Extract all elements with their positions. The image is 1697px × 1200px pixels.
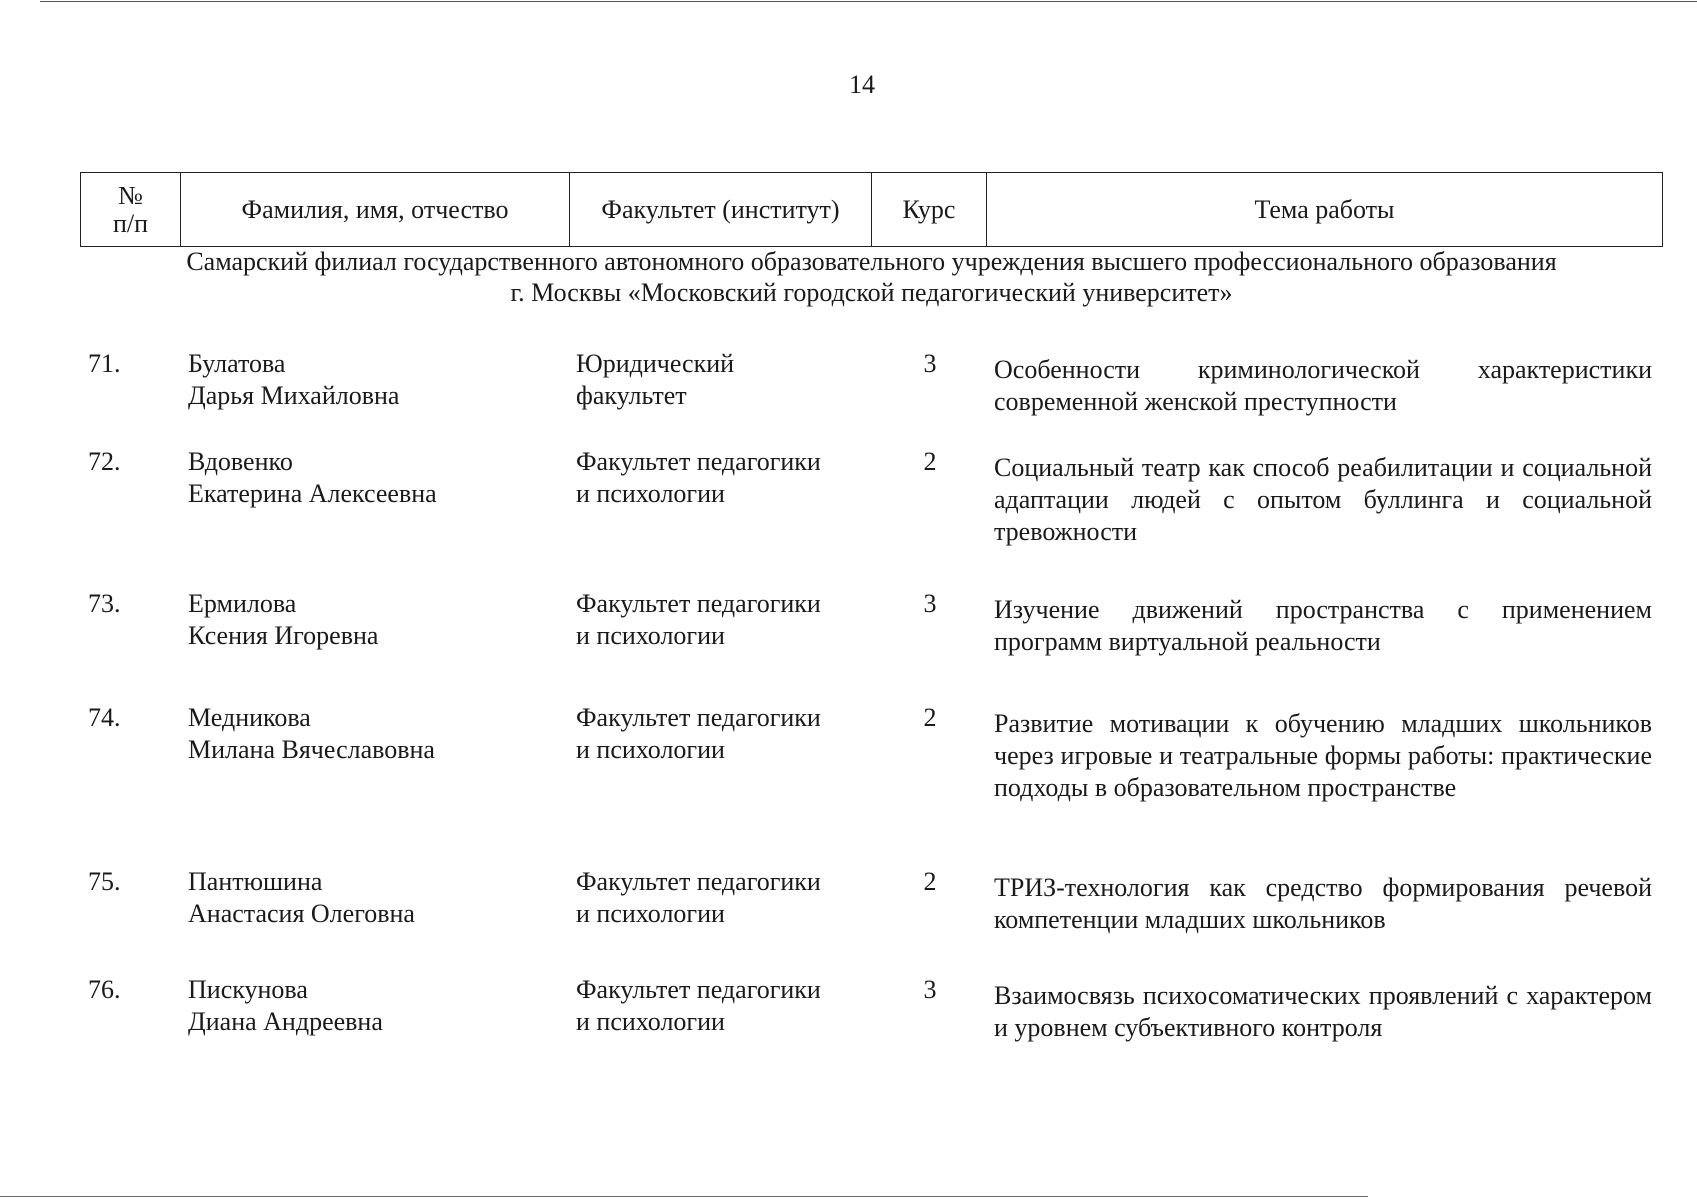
work-topic-text: Изучение движений пространства с применением программ виртуальной реальности [994,595,1652,656]
student-faculty [576,702,876,766]
student-faculty [576,588,876,652]
student-course: 2 [923,703,937,732]
student-faculty [576,348,876,412]
header-name: Фамилия, имя, отчество [181,173,570,246]
work-topic [994,872,1652,936]
student-course: 3 [923,349,937,378]
student-course: 3 [923,975,937,1004]
student-given-names: Дарья Михайловна [188,381,400,410]
student-name [188,702,558,766]
faculty-line-2: и психологии [576,899,725,928]
student-faculty [576,446,876,510]
faculty-line-2: факультет [576,381,687,410]
work-topic-text: Развитие мотивации к обучению младших школьников через игровые и театральные формы работы: практические подходы в образовательном пространстве [994,709,1652,802]
faculty-line-1: Факультет педагогики [576,447,821,476]
student-surname: Медникова [188,703,311,732]
institution-line-1: Самарский филиал государственного автономного образовательного учреждения высшего профессионального образования [186,247,1557,276]
work-topic-text: Особенности криминологической характеристики современной женской преступности [994,355,1652,416]
faculty-line-2: и психологии [576,479,725,508]
student-name [188,348,558,412]
student-faculty [576,974,876,1038]
student-given-names: Екатерина Алексеевна [188,479,437,508]
student-given-names: Анастасия Олеговна [188,899,415,928]
faculty-line-1: Факультет педагогики [576,867,821,896]
student-name [188,588,558,652]
student-surname: Пантюшина [188,867,323,896]
faculty-line-1: Факультет педагогики [576,589,821,618]
student-course: 3 [923,589,937,618]
row-number: 72. [88,447,121,476]
student-faculty [576,866,876,930]
student-surname: Вдовенко [188,447,293,476]
faculty-line-1: Факультет педагогики [576,975,821,1004]
faculty-line-2: и психологии [576,735,725,764]
row-number: 73. [88,589,121,618]
faculty-line-2: и психологии [576,1007,725,1036]
student-surname: Ермилова [188,589,297,618]
institution-line-2: г. Москвы «Московский городской педагогический университет» [510,278,1233,307]
work-topic-text: Взаимосвязь психосоматических проявлений с характером и уровнем субъективного контроля [994,981,1652,1042]
work-topic [994,708,1652,804]
row-number: 74. [88,703,121,732]
student-course: 2 [923,867,937,896]
faculty-line-1: Факультет педагогики [576,703,821,732]
header-number-abbr: п/п [112,208,149,238]
page-number: 14 [849,70,875,99]
header-course: Курс [872,173,987,246]
work-topic-text: ТРИЗ-технология как средство формирования речевой компетенции младших школьников [994,873,1652,934]
work-topic [994,452,1652,548]
row-number: 75. [88,867,121,896]
bottom-rule [0,1196,1368,1197]
student-given-names: Диана Андреевна [188,1007,383,1036]
student-surname: Булатова [188,349,286,378]
work-topic [994,594,1652,658]
student-given-names: Милана Вячеславовна [188,735,435,764]
student-name [188,446,558,510]
work-topic [994,980,1652,1044]
work-topic-text: Социальный театр как способ реабилитации и социальной адаптации людей с опытом буллинга и социальной тревожности [994,453,1652,546]
row-number: 71. [88,349,121,378]
student-name [188,866,558,930]
faculty-line-2: и психологии [576,621,725,650]
faculty-line-1: Юридический [576,349,735,378]
header-faculty: Факультет (институт) [570,173,872,246]
row-number: 76. [88,975,121,1004]
work-topic [994,354,1652,418]
student-name [188,974,558,1038]
student-surname: Пискунова [188,975,308,1004]
header-number-symbol: № [118,180,143,210]
student-given-names: Ксения Игоревна [188,621,379,650]
header-topic: Тема работы [1254,194,1395,224]
student-course: 2 [923,447,937,476]
